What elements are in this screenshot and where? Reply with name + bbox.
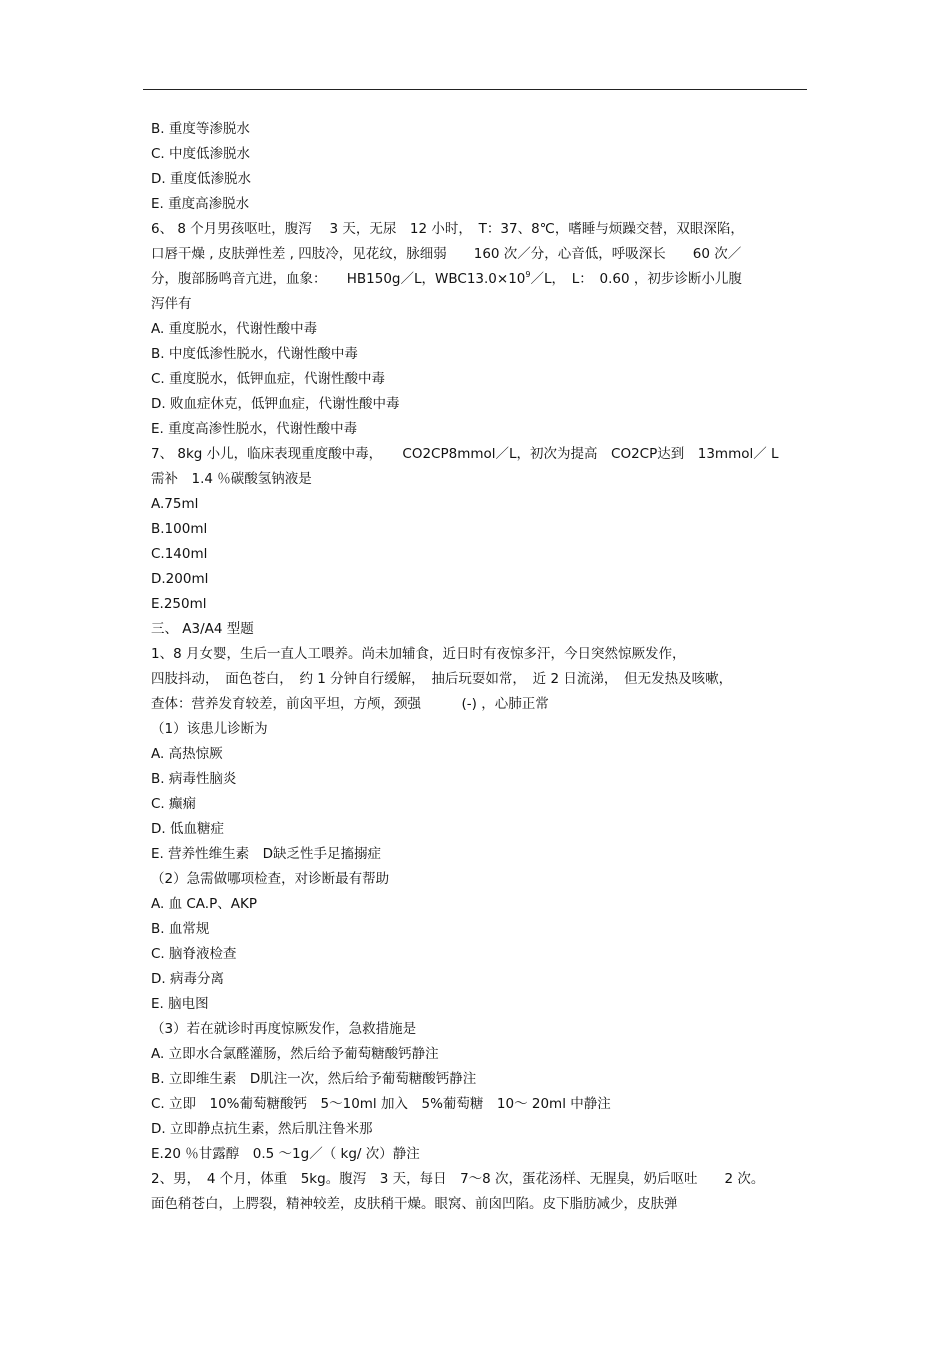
text-segment: ／L， L： 0.60 ，初步诊断小儿腹: [530, 271, 742, 287]
text-line: E. 脑电图: [151, 996, 209, 1012]
text-line: E. 营养性维生素 D缺乏性手足搐搦症: [151, 846, 382, 862]
text-line: D.200ml: [151, 571, 209, 587]
text-line: E.250ml: [151, 596, 207, 612]
text-line-with-superscript: [151, 267, 811, 292]
text-line: D. 病毒分离: [151, 971, 224, 987]
text-line: 2、男， 4 个月，体重 5kg。腹泻 3 天，每日 7～8 次，蛋花汤样、无腥臭，奶后呕吐 2 次。: [151, 1171, 765, 1187]
text-line: C. 脑脊液检查: [151, 946, 237, 962]
text-line: （2）急需做哪项检查，对诊断最有帮助: [151, 871, 390, 887]
text-line: B.100ml: [151, 521, 208, 537]
section-heading: 三、 A3/A4 型题: [151, 621, 254, 637]
superscript: 9: [525, 269, 531, 279]
text-line: B. 血常规: [151, 921, 210, 937]
text-line: C. 立即 10%葡萄糖酸钙 5～10ml 加入 5%葡萄糖 10～ 20ml 中静注: [151, 1096, 611, 1112]
text-line: 6、 8 个月男孩呕吐，腹泻 3 天，无尿 12 小时， T：37、8℃，嗜睡与烦躁交替，双眼深陷，: [151, 221, 744, 237]
text-line: B. 中度低渗性脱水，代谢性酸中毒: [151, 346, 358, 362]
text-line: B. 重度等渗脱水: [151, 121, 250, 137]
text-line: D. 败血症休克，低钾血症，代谢性酸中毒: [151, 396, 400, 412]
text-line: （3）若在就诊时再度惊厥发作，急救措施是: [151, 1021, 417, 1037]
text-line: A. 立即水合氯醛灌肠，然后给予葡萄糖酸钙静注: [151, 1046, 439, 1062]
text-line: C. 癫痫: [151, 796, 197, 812]
text-line: E. 重度高渗脱水: [151, 196, 250, 212]
text-line: 泻伴有: [151, 296, 192, 312]
text-line: 7、 8kg 小儿，临床表现重度酸中毒， CO2CP8mmol／L，初次为提高 CO2CP达到 13mmol／ L: [151, 446, 779, 462]
text-segment: 分，腹部肠鸣音亢进，血象： HB150g／L，WBC13.0×10: [151, 271, 526, 287]
text-line: 四肢抖动， 面色苍白， 约 1 分钟自行缓解， 抽后玩耍如常， 近 2 日流涕， 但无发热及咳嗽，: [151, 671, 733, 687]
text-line: B. 病毒性脑炎: [151, 771, 237, 787]
text-line: （1）该患儿诊断为: [151, 721, 268, 737]
text-line: E.20 ％甘露醇 0.5 ～1g／（ kg/ 次）静注: [151, 1146, 420, 1162]
text-line: 面色稍苍白，上腭裂，精神较差，皮肤稍干燥。眼窝、前囟凹陷。皮下脂肪减少，皮肤弹: [151, 1196, 678, 1212]
text-line: D. 立即静点抗生素，然后肌注鲁米那: [151, 1121, 373, 1137]
text-line: D. 重度低渗脱水: [151, 171, 251, 187]
text-line: A.75ml: [151, 496, 199, 512]
text-line: A. 重度脱水，代谢性酸中毒: [151, 321, 318, 337]
text-line: B. 立即维生素 D肌注一次，然后给予葡萄糖酸钙静注: [151, 1071, 477, 1087]
text-line: C. 重度脱水，低钾血症，代谢性酸中毒: [151, 371, 386, 387]
text-line: E. 重度高渗性脱水，代谢性酸中毒: [151, 421, 358, 437]
text-line: C.140ml: [151, 546, 208, 562]
text-line: 口唇干燥 , 皮肤弹性差 , 四肢冷，见花纹，脉细弱 160 次／分，心音低，呼吸深长 60 次／: [151, 246, 742, 262]
document-body: [151, 117, 811, 1217]
text-line: A. 血 CA.P、AKP: [151, 896, 257, 912]
text-line: C. 中度低渗脱水: [151, 146, 251, 162]
text-line: 查体：营养发育较差，前囟平坦，方颅，颈强 (-) ，心肺正常: [151, 696, 549, 712]
text-line: A. 高热惊厥: [151, 746, 223, 762]
text-line: 需补 1.4 ％碳酸氢钠液是: [151, 471, 312, 487]
text-line: 1、8 月女婴，生后一直人工喂养。尚未加辅食，近日时有夜惊多汗，今日突然惊厥发作，: [151, 646, 686, 662]
text-line: D. 低血糖症: [151, 821, 224, 837]
header-rule: [143, 89, 807, 90]
